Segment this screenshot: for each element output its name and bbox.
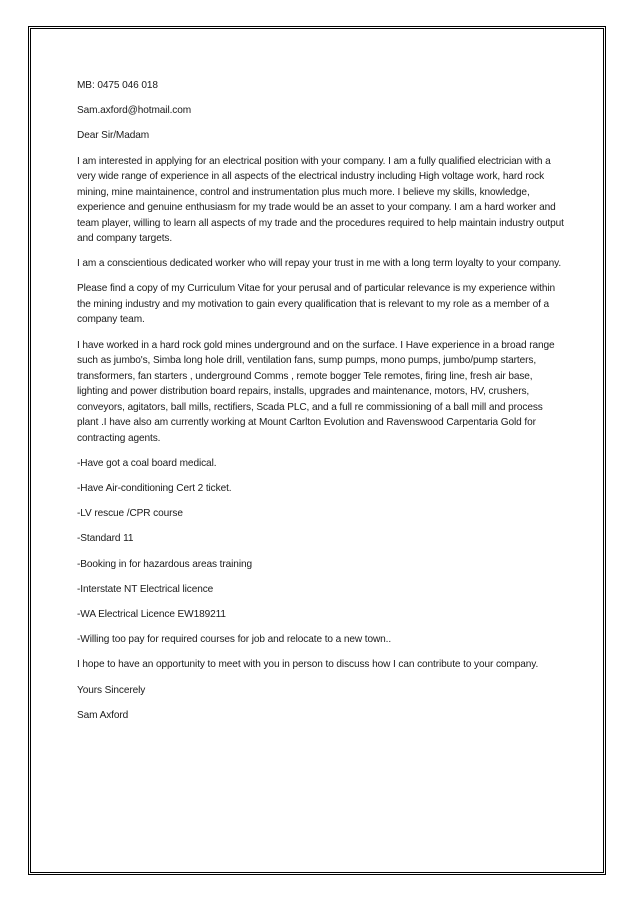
signoff: Yours Sincerely (77, 684, 146, 696)
paragraph-cv: Please find a copy of my Curriculum Vitae for your perusal and of particular relevance is my experience within the mining industry and my motivation to gain every qualification that is relevant to my role as a member of a company team. (77, 283, 556, 326)
qualification-item: -WA Electrical Licence EW189211 (77, 608, 226, 620)
paragraph-intro: I am interested in applying for an electrical position with your company. I am a fully qualified electrician with a very wide range of experience in all aspects of the electrical industry including High voltage work, hard rock mining, mine maintainence, control and instrumentation plus much more. I believe my skills, knowledge, experience and genuine enthusiasm for my trade would be an asset to your company. I am a hard worker and team player, willing to learn all aspects of my trade and the procedures required to help maintain industry output and company targets. (77, 155, 564, 245)
qualification-item: -LV rescue /CPR course (77, 508, 183, 520)
qualification-item: -Standard 11 (77, 533, 134, 545)
paragraph-experience: I have worked in a hard rock gold mines underground and on the surface. I Have experience in a broad range such as jumbo's, Simba long hole drill, ventilation fans, sump pumps, mono pumps, jumbo/pump starters, transformers, fan starters , underground Comms , remote bogger Tele remotes, firing line, fresh air base, lighting and power distribution board repairs, installs, upgrades and maintenance, motors, HV, crushers, conveyors, agitators, ball mills, rectifiers, Scada PLC, and a full re commissioning of a ball mill and process plant .I have also am currently working at Mount Carlton Evolution and Ravenswood Carpentaria Gold for contracting agents. (77, 339, 555, 444)
salutation: Dear Sir/Madam (77, 130, 150, 142)
qualification-item: -Have got a coal board medical. (77, 457, 217, 469)
signature-name: Sam Axford (77, 709, 129, 721)
qualification-item: -Booking in for hazardous areas training (77, 558, 252, 570)
qualification-item: -Interstate NT Electrical licence (77, 583, 214, 595)
mobile-number: MB: 0475 046 018 (77, 80, 158, 91)
paragraph-loyalty: I am a conscientious dedicated worker who will repay your trust in me with a long term loyalty to your company. (77, 258, 562, 270)
paragraph-closing: I hope to have an opportunity to meet with you in person to discuss how I can contribute to your company. (77, 659, 539, 671)
email-address: Sam.axford@hotmail.com (77, 105, 192, 117)
qualification-item: -Have Air-conditioning Cert 2 ticket. (77, 483, 232, 494)
cover-letter (77, 78, 565, 733)
qualification-item: -Willing too pay for required courses for job and relocate to a new town.. (77, 634, 392, 646)
